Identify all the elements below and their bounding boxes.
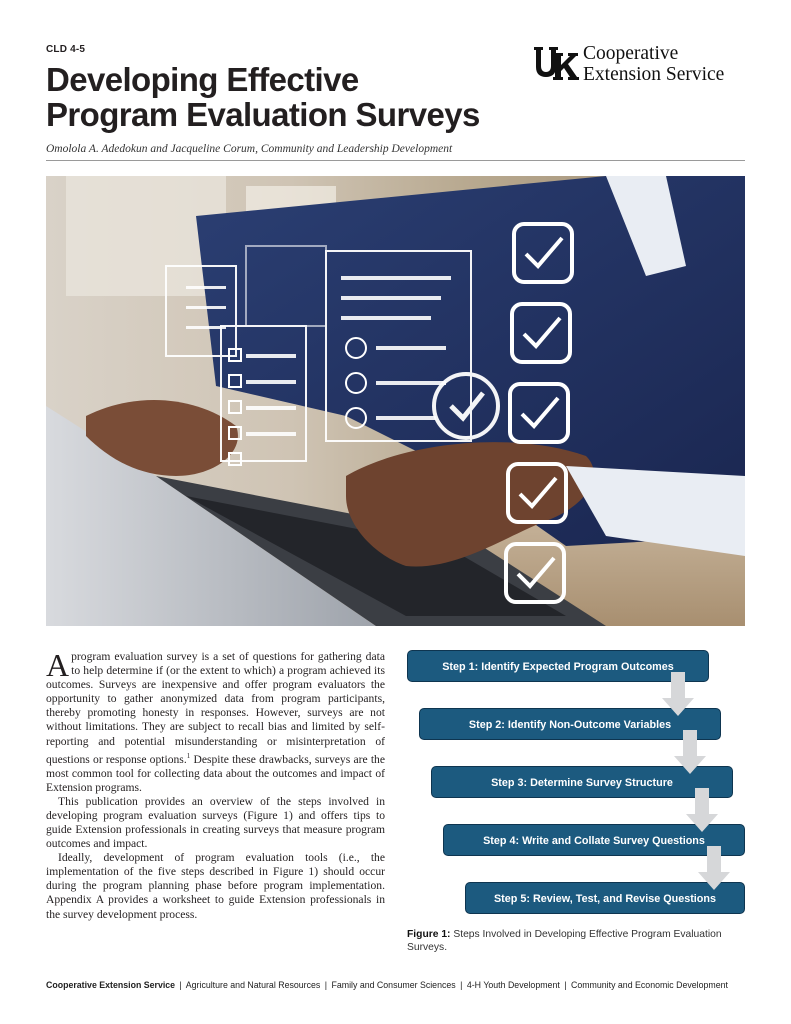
drop-cap: A — [46, 647, 70, 683]
footer-org: Cooperative Extension Service — [46, 980, 176, 990]
footer — [46, 980, 728, 990]
arrow-down-icon — [674, 730, 706, 774]
hero-photo — [46, 176, 745, 626]
paragraph-1: A program evaluation survey is a set of questions for gathering data to help determine if (or the extent to which) a program achieved its outcomes. Surveys are inexpensive and offer program evaluators the opportunity to gather anonymized data from program participants, thereby promoting honesty in responses. However, surveys are not without limitations. They are subject to recall bias and limited by self-reporting and potential misunderstanding or misinterpretation of questions or response options.$^1$ Despite these drawbacks, surveys are the most common tool for collecting data about the outcomes and impact of Extension programs. — [46, 647, 385, 794]
logo-wordmark — [583, 43, 724, 85]
footer-separator: | — [460, 980, 463, 990]
footer-item: Agriculture and Natural Resources — [185, 980, 321, 990]
uk-extension-logo — [533, 43, 748, 87]
arrow-down-icon — [662, 672, 694, 716]
arrow-down-icon — [698, 846, 730, 890]
step-3-box: Step 3: Determine Survey Structure — [431, 766, 733, 798]
step-5-box: Step 5: Review, Test, and Revise Questions — [465, 882, 745, 914]
title-line-2: Program Evaluation Surveys — [46, 96, 480, 133]
footer-item: 4-H Youth Development — [466, 980, 560, 990]
figure-caption — [407, 928, 737, 954]
caption-label: Figure 1: — [407, 929, 451, 940]
paragraph-3: Ideally, development of program evaluation tools (i.e., the implementation of the five steps described in Figure 1) should occur during the program planning phase before program implementation. Appendix A provides a worksheet to guide Extension professionals in the survey development process. — [46, 851, 385, 921]
step-4-box: Step 4: Write and Collate Survey Questions — [443, 824, 745, 856]
step-2-box: Step 2: Identify Non-Outcome Variables — [419, 708, 721, 740]
footer-separator: | — [179, 980, 182, 990]
footer-separator: | — [324, 980, 328, 990]
arrow-down-icon — [686, 788, 718, 832]
footer-separator: | — [564, 980, 567, 990]
caption-text: Steps Involved in Developing Effective Program Evaluation Surveys. — [407, 929, 722, 953]
footer-item: Family and Consumer Sciences — [331, 980, 456, 990]
paragraph-2: This publication provides an overview of the steps involved in developing program evaluation surveys (Figure 1) and offers tips to guide Extension professionals in creating surveys that measure program outcomes and impact. — [46, 794, 385, 851]
page-title — [46, 62, 480, 132]
publication-code: CLD 4-5 — [46, 44, 86, 55]
footnote-ref[interactable]: 1 — [186, 751, 191, 760]
footer-item: Community and Economic Development — [570, 980, 728, 990]
laptop-checklist-illustration — [46, 176, 745, 626]
authors-line: Omolola A. Adedokun and Jacqueline Corum, Community and Leadership Development — [46, 143, 453, 155]
body-text — [46, 647, 385, 922]
logo-line-1: Cooperative — [583, 43, 679, 64]
header-divider — [46, 160, 745, 161]
logo-line-2: Extension Service — [583, 64, 725, 85]
step-1-box: Step 1: Identify Expected Program Outcomes — [407, 650, 709, 682]
title-line-1: Developing Effective — [46, 61, 359, 98]
uk-logo-icon — [533, 45, 579, 83]
